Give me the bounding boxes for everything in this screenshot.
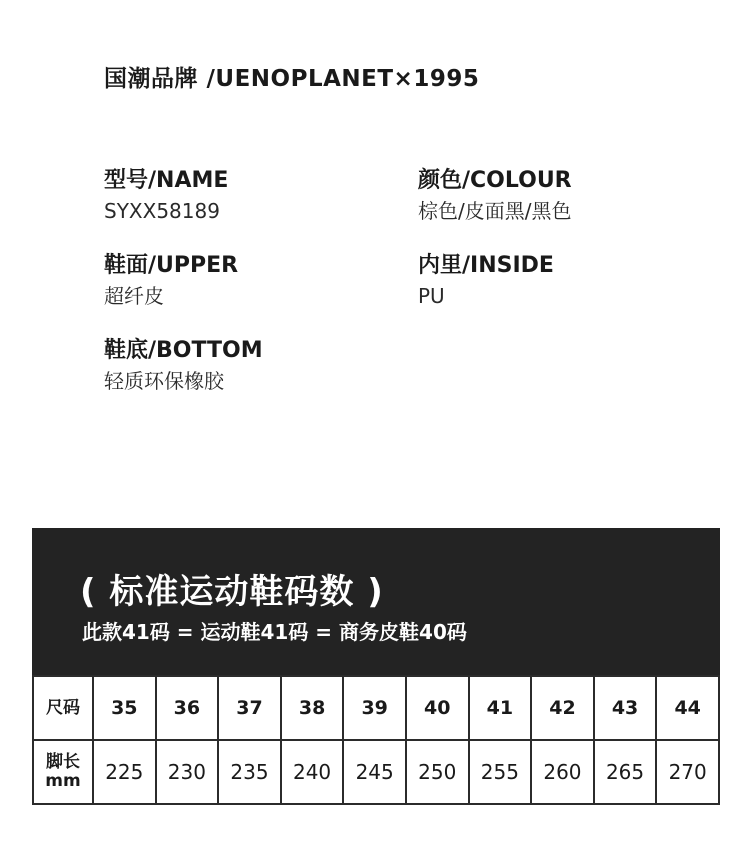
spec-name-label: 型号/NAME [104, 168, 229, 193]
size-cell: 41 [469, 676, 532, 740]
size-cell: 40 [406, 676, 469, 740]
length-cell: 260 [531, 740, 594, 804]
size-cell: 35 [93, 676, 156, 740]
size-cell: 43 [594, 676, 657, 740]
spec-upper [104, 251, 238, 311]
spec-inside-label: 内里/INSIDE [418, 253, 554, 278]
spec-inside-value: PU [418, 284, 445, 308]
length-cell: 230 [156, 740, 219, 804]
size-chart-subtitle: 此款41码 = 运动鞋41码 = 商务皮鞋40码 [82, 620, 467, 644]
brand-title: 国潮品牌 /UENOPLANET×1995 [104, 66, 480, 92]
length-unit-text: mm [45, 771, 81, 791]
length-cell: 250 [406, 740, 469, 804]
spec-colour [418, 166, 572, 226]
length-label-text: 脚长 [46, 752, 80, 772]
length-cell: 225 [93, 740, 156, 804]
size-chart-title: ( 标准运动鞋码数 ) [80, 572, 384, 612]
spec-colour-value: 棕色/皮面黑/黑色 [418, 199, 572, 223]
size-cell: 37 [218, 676, 281, 740]
spec-bottom [104, 336, 263, 396]
size-cell: 36 [156, 676, 219, 740]
size-cell: 42 [531, 676, 594, 740]
size-cell: 39 [343, 676, 406, 740]
length-row-label [33, 740, 93, 804]
spec-upper-value: 超纤皮 [104, 284, 164, 308]
spec-name [104, 166, 228, 226]
spec-bottom-value: 轻质环保橡胶 [104, 369, 224, 393]
length-cell: 240 [281, 740, 344, 804]
size-cell: 38 [281, 676, 344, 740]
length-cell: 265 [594, 740, 657, 804]
spec-bottom-label: 鞋底/BOTTOM [104, 338, 263, 363]
size-row [33, 676, 719, 740]
spec-colour-label: 颜色/COLOUR [418, 168, 572, 193]
spec-name-value: SYXX58189 [104, 199, 220, 223]
size-chart-header [32, 528, 720, 675]
size-cell: 44 [656, 676, 719, 740]
length-row [33, 740, 719, 804]
length-cell: 245 [343, 740, 406, 804]
size-table [32, 675, 720, 805]
spec-upper-label: 鞋面/UPPER [104, 253, 239, 278]
size-chart [32, 528, 720, 804]
size-row-label: 尺码 [33, 676, 93, 740]
length-cell: 255 [469, 740, 532, 804]
length-cell: 235 [218, 740, 281, 804]
spec-inside [418, 251, 554, 311]
length-cell: 270 [656, 740, 719, 804]
